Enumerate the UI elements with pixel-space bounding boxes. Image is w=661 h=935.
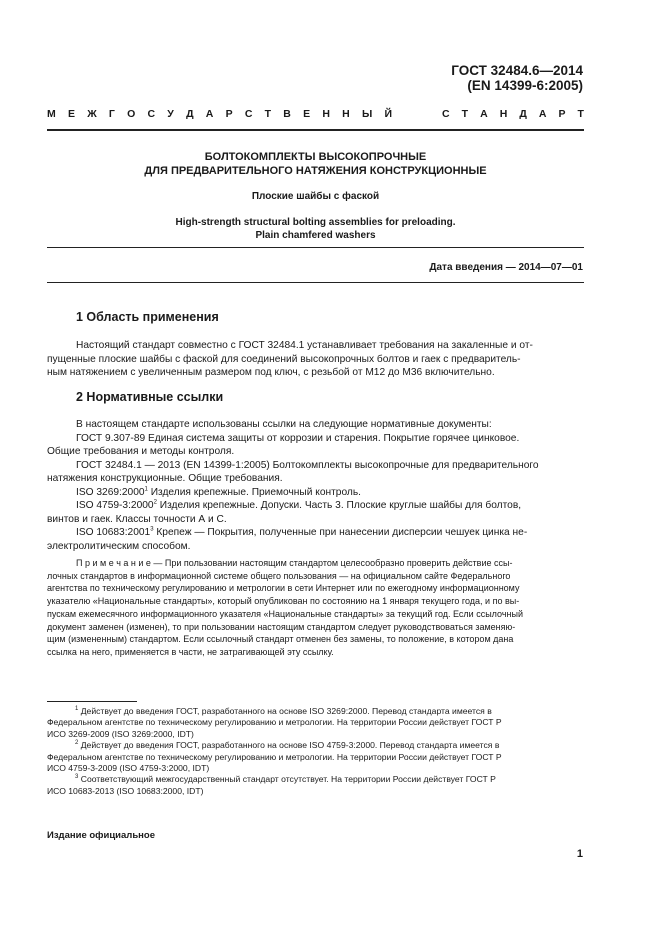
footnote-3-line-1 (47, 774, 584, 785)
title-rule (47, 247, 584, 248)
note-line-3: агентства по техническому регулированию и метрологии в сети Интернет или по ежегодному информационному (47, 583, 520, 594)
note-label: П р и м е ч а н и е (76, 558, 151, 568)
note-line-6: документ заменен (изменен), то при пользовании настоящим стандартом следует руководствоваться заменяю- (47, 621, 516, 632)
document-subtitle: Плоские шайбы с фаской (251, 191, 380, 202)
page-number: 1 (576, 848, 583, 860)
banner-standard-letter: Н (499, 108, 508, 120)
refs-intro: В настоящем стандарте использованы ссылки на следующие нормативные документы: (76, 419, 492, 430)
section-2-heading: 2 Нормативные ссылки (76, 390, 224, 404)
english-title-line-1: High-strength structural bolting assemblies for preloading. (175, 217, 456, 228)
ref-gost-9-307-cont: Общие требования и методы контроля. (47, 446, 235, 457)
official-edition-label: Издание официальное (47, 830, 155, 841)
banner-interstate-letter: Е (67, 108, 75, 120)
banner-interstate-letter: Ы (361, 108, 373, 120)
standard-code (451, 63, 583, 93)
footnote-1-text-1: Действует до введения ГОСТ, разработанного на основе ISO 3269:2000. Перевод стандарта имеется в (80, 706, 492, 716)
footnote-1-line-1 (47, 706, 584, 717)
ref-iso-4759 (76, 499, 584, 513)
footnotes (47, 706, 584, 797)
banner-interstate-letter: Н (322, 108, 330, 120)
footnote-2-mark: 2 (75, 740, 79, 747)
note-line-8: ссылка на него, применяется в части, не затрагивающей эту ссылку. (47, 646, 334, 657)
english-title (47, 216, 584, 242)
note-text-1: — При пользовании настоящим стандартом целесообразно проверить действие ссы- (150, 558, 513, 568)
footnote-3-mark: 3 (75, 774, 79, 781)
title-line-1: БОЛТОКОМПЛЕКТЫ ВЫСОКОПРОЧНЫЕ (204, 151, 427, 163)
note-line-7: щим (измененным) стандартом. Если ссылочный стандарт отменен без замены, то положение, в котором дана (47, 634, 514, 645)
section-1-line-2: пущенные плоские шайбы с фаской для соединений высокопрочных болтов и гаек с предваритель- (47, 353, 521, 365)
references-note (47, 557, 584, 659)
section-1-heading: 1 Область применения (76, 310, 219, 324)
english-title-line-2: Plain chamfered washers (255, 230, 376, 241)
ref-iso-3269 (76, 486, 584, 500)
banner-interstate-letter: О (127, 108, 136, 120)
banner-interstate-letter: С (244, 108, 253, 120)
banner-interstate-letter: Т (264, 108, 272, 120)
footnote-1-line-3: ИСО 3269-2009 (ISO 3269:2000, IDT) (47, 728, 194, 739)
header-rule (47, 129, 584, 131)
banner-interstate-letter: У (167, 108, 174, 120)
banner-word-standard (442, 108, 584, 120)
banner-standard-letter: Т (461, 108, 469, 120)
footnote-2-text-1: Действует до введения ГОСТ, разработанного на основе ISO 4759-3:2000. Перевод стандарта имеется в (80, 740, 500, 751)
ref-gost-9-307: ГОСТ 9.307-89 Единая система защиты от коррозии и старения. Покрытие горячее цинковое. (76, 432, 520, 444)
introduction-date: Дата введения — 2014—07—01 (429, 262, 583, 273)
banner-interstate-letter: Р (225, 108, 233, 120)
banner-standard-letter: С (442, 108, 450, 120)
banner-interstate-letter: Н (342, 108, 350, 120)
title-line-2: ДЛЯ ПРЕДВАРИТЕЛЬНОГО НАТЯЖЕНИЯ КОНСТРУКЦИОННЫЕ (144, 165, 487, 177)
section-1-body (47, 339, 584, 380)
ref-iso-10683-text: Крепеж — Покрытия, полученные при нанесении дисперсии чешуек цинка не- (153, 527, 528, 538)
standard-code-gost: ГОСТ 32484.6—2014 (451, 63, 583, 78)
banner-interstate-letter: М (47, 108, 56, 120)
ref-iso-4759-cont: винтов и гаек. Классы точности А и С. (47, 513, 227, 525)
date-rule (47, 282, 584, 283)
document-title (47, 150, 584, 178)
footnote-ref-3: 3 (150, 526, 154, 533)
banner-standard-letter: Р (558, 108, 566, 120)
banner-word-interstate (47, 108, 392, 120)
footnote-2-line-2: Федеральном агентстве по техническому регулированию и метрологии. На территории России действует ГОСТ Р (47, 751, 502, 762)
banner-interstate-letter: А (205, 108, 214, 120)
ref-iso-4759-text: Изделия крепежные. Допуски. Часть 3. Плоские круглые шайбы для болтов, (156, 500, 522, 511)
banner-interstate-letter: В (283, 108, 291, 120)
banner-standard-letter: Т (577, 108, 584, 120)
banner-interstate-letter: Д (186, 108, 194, 120)
ref-iso-10683-code: ISO 10683:2001 (76, 527, 151, 538)
interstate-standard-banner (47, 108, 584, 122)
footnote-3-text-1: Соответствующий межгосударственный стандарт отсутствует. На территории России действует ГОСТ Р (80, 774, 496, 785)
banner-interstate-letter: С (147, 108, 156, 120)
ref-iso-4759-code: ISO 4759-3:2000 (76, 500, 154, 511)
banner-interstate-letter: Й (384, 108, 392, 120)
note-line-2: лочных стандартов в информационной системе общего пользования — на официальном сайте Федерального (47, 570, 511, 581)
banner-standard-letter: А (538, 108, 547, 120)
note-line-4: указателю «Национальные стандарты», который опубликован по состоянию на 1 января текущего года, и по вы- (47, 596, 520, 607)
note-line-5: пускам ежемесячного информационного указателя «Национальные стандарты» за текущий год. Если ссылочный (47, 608, 523, 619)
banner-standard-letter: Д (519, 108, 527, 120)
footnote-ref-1: 1 (144, 486, 148, 493)
footnote-1-mark: 1 (75, 706, 79, 713)
footnote-1-line-2: Федеральном агентстве по техническому регулированию и метрологии. На территории России действует ГОСТ Р (47, 717, 502, 728)
ref-gost-32484-1-cont: натяжения конструкционные. Общие требования. (47, 473, 283, 484)
footnote-2-line-3: ИСО 4759-3-2009 (ISO 4759-3:2000, IDT) (47, 763, 210, 774)
banner-interstate-letter: Е (303, 108, 311, 120)
section-2-body (47, 418, 584, 553)
ref-iso-3269-code: ISO 3269:2000 (76, 486, 145, 498)
note-line-1 (76, 557, 584, 570)
footnote-separator (47, 701, 137, 702)
standard-code-en: (EN 14399-6:2005) (467, 78, 583, 93)
ref-iso-10683-cont: электролитическим способом. (47, 540, 191, 552)
section-1-line-1: Настоящий стандарт совместно с ГОСТ 32484.1 устанавливает требования на закаленные и от- (76, 340, 533, 351)
banner-interstate-letter: Г (108, 108, 115, 120)
footnote-2-line-1 (47, 740, 584, 751)
banner-interstate-letter: Ж (87, 108, 97, 120)
footnote-ref-2: 2 (153, 499, 157, 506)
banner-standard-letter: А (480, 108, 488, 120)
ref-iso-3269-text: Изделия крепежные. Приемочный контроль. (147, 486, 361, 498)
ref-iso-10683 (76, 526, 584, 540)
section-1-line-3: ным натяжением с увеличенным размером под ключ, с резьбой от М12 до М36 включительно. (47, 367, 495, 378)
footnote-3-line-2: ИСО 10683-2013 (ISO 10683:2000, IDT) (47, 785, 204, 796)
ref-gost-32484-1: ГОСТ 32484.1 — 2013 (EN 14399-1:2005) Болтокомплекты высокопрочные для предварительного (76, 459, 539, 471)
